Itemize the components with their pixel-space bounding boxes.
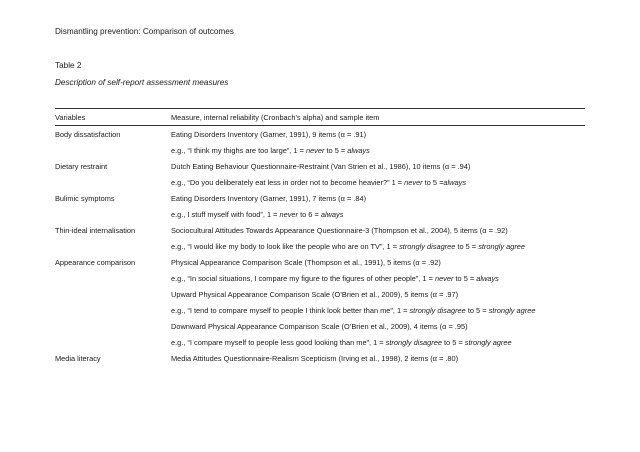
column-header-measure: Measure, internal reliability (Cronbach's alpha) and sample item	[171, 109, 585, 126]
measure-cell: e.g., “Do you deliberately eat less in order not to become heavier?” 1 = never to 5 =always	[171, 178, 467, 187]
running-head: Dismantling prevention: Comparison of outcomes	[55, 27, 234, 36]
measure-cell: Downward Physical Appearance Comparison Scale (O’Brien et al., 2009), 4 items (α = .95)	[171, 322, 468, 331]
table-row	[55, 174, 585, 190]
measure-cell: e.g., “I think my thighs are too large”, 1 = never to 5 = always	[171, 146, 370, 155]
table-header-row	[55, 109, 585, 126]
variable-cell	[55, 334, 171, 350]
table-row	[55, 254, 585, 270]
measure-cell: e.g., “I would like my body to look like the people who are on TV”, 1 = strongly disagree to 5 = strongly agree	[171, 242, 526, 251]
column-header-variables: Variables	[55, 109, 171, 126]
table-row	[55, 238, 585, 254]
measure-cell: Eating Disorders Inventory (Garner, 1991), 7 items (α = .84)	[171, 194, 367, 203]
table-number: Table 2	[55, 61, 82, 70]
variable-cell	[55, 318, 171, 334]
measure-cell: e.g., “In social situations, I compare my figure to the figures of other people”, 1 = never to 5 = always	[171, 274, 499, 283]
table-row	[55, 286, 585, 302]
measure-cell: Dutch Eating Behaviour Questionnaire-Restraint (Van Strien et al., 1986), 10 items (α = .94)	[171, 162, 471, 171]
table-row	[55, 318, 585, 334]
variable-cell	[55, 238, 171, 254]
variable-cell	[55, 286, 171, 302]
table-row	[55, 142, 585, 158]
measure-cell: Media Attitudes Questionnaire-Realism Scepticism (Irving et al., 1998), 2 items (α = .80)	[171, 354, 459, 363]
table-row	[55, 158, 585, 174]
measure-cell: e.g., I stuff myself with food”, 1 = never to 6 = always	[171, 210, 344, 219]
table-row	[55, 126, 585, 143]
variable-cell	[55, 142, 171, 158]
table-row	[55, 190, 585, 206]
measure-cell: Sociocultural Attitudes Towards Appearance Questionnaire-3 (Thompson et al., 2004), 5 items (α = .92)	[171, 226, 508, 235]
variable-cell: Media literacy	[55, 354, 101, 363]
variable-cell	[55, 302, 171, 318]
variable-cell: Appearance comparison	[55, 258, 136, 267]
measure-cell: Eating Disorders Inventory (Garner, 1991), 9 items (α = .91)	[171, 130, 367, 139]
table-row	[55, 222, 585, 238]
variable-cell	[55, 174, 171, 190]
table-row	[55, 206, 585, 222]
variable-cell: Thin-ideal internalisation	[55, 226, 136, 235]
variable-cell: Body dissatisfaction	[55, 130, 121, 139]
table-row	[55, 270, 585, 286]
table-caption: Description of self-report assessment measures	[55, 78, 229, 87]
table-row	[55, 334, 585, 350]
measure-cell: e.g., “I compare myself to people less good looking than me”, 1 = strongly disagree to 5 = strongly agree	[171, 338, 512, 347]
table-body	[55, 126, 585, 367]
variable-cell	[55, 270, 171, 286]
measures-table	[55, 108, 585, 366]
measure-cell: Physical Appearance Comparison Scale (Thompson et al., 1991), 5 items (α = .92)	[171, 258, 441, 267]
variable-cell: Bulimic symptoms	[55, 194, 115, 203]
table-row	[55, 302, 585, 318]
table-row	[55, 350, 585, 366]
measure-cell: e.g., “I tend to compare myself to people I think look better than me”, 1 = strongly disagree to 5 = strongly agree	[171, 306, 536, 315]
variable-cell: Dietary restraint	[55, 162, 108, 171]
variable-cell	[55, 206, 171, 222]
measure-cell: Upward Physical Appearance Comparison Scale (O’Brien et al., 2009), 5 items (α = .97)	[171, 290, 459, 299]
